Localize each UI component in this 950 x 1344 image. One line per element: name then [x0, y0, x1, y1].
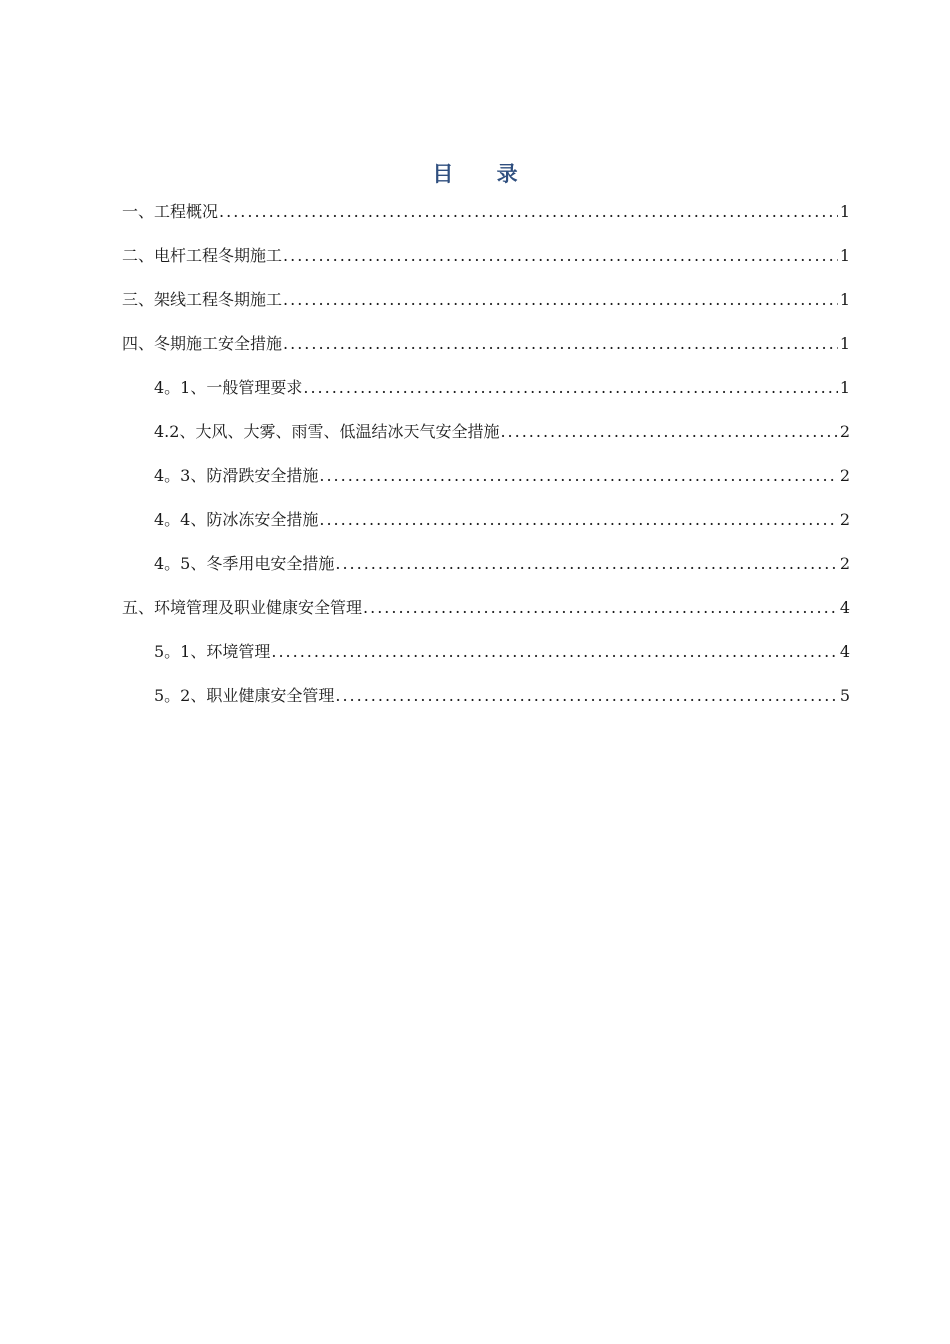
toc-entry-page: 1: [839, 246, 850, 265]
toc-subentry[interactable]: [122, 674, 850, 718]
toc-entry-page: 1: [839, 334, 850, 353]
toc-leader-dots: [499, 420, 837, 444]
toc-subentry[interactable]: [122, 498, 850, 542]
toc-entry-page: 2: [839, 554, 850, 573]
toc-leader-dots: [270, 640, 837, 664]
toc-entry-page: 4: [839, 598, 850, 617]
toc-leader-dots: [318, 464, 837, 488]
toc-entry-page: 1: [839, 290, 850, 309]
toc-entry[interactable]: [122, 586, 850, 630]
toc-leader-dots: [362, 596, 838, 620]
toc-leader-dots: [302, 376, 837, 400]
toc-leader-dots: [282, 332, 838, 356]
toc-entry[interactable]: [122, 278, 850, 322]
toc-leader-dots: [334, 552, 837, 576]
toc-entry-page: 4: [839, 642, 850, 661]
toc-entry-text: 4.2、大风、大雾、雨雪、低温结冰天气安全措施: [154, 420, 499, 444]
toc-entry-text: 4。5、冬季用电安全措施: [154, 552, 334, 576]
toc-leader-dots: [282, 244, 838, 268]
toc-entry-text: 5。2、职业健康安全管理: [154, 684, 334, 708]
toc-leader-dots: [218, 200, 838, 224]
toc-entry-text: 三、架线工程冬期施工: [122, 288, 282, 312]
toc-entry-text: 4。3、防滑跌安全措施: [154, 464, 318, 488]
toc-entry-text: 四、冬期施工安全措施: [122, 332, 282, 356]
toc-entry-page: 2: [839, 510, 850, 529]
toc-entry[interactable]: [122, 234, 850, 278]
toc-entry-text: 4。4、防冰冻安全措施: [154, 508, 318, 532]
toc-entry[interactable]: [122, 190, 850, 234]
toc-subentry[interactable]: [122, 630, 850, 674]
toc-subentry[interactable]: [122, 366, 850, 410]
toc-entry-text: 一、工程概况: [122, 200, 218, 224]
toc-leader-dots: [334, 684, 837, 708]
toc-subentry[interactable]: [122, 410, 850, 454]
toc-entry-text: 二、电杆工程冬期施工: [122, 244, 282, 268]
toc-entry-text: 5。1、环境管理: [154, 640, 270, 664]
toc-subentry[interactable]: [122, 454, 850, 498]
toc-entry[interactable]: [122, 322, 850, 366]
toc-list: [122, 190, 850, 718]
toc-entry-page: 1: [839, 378, 850, 397]
toc-entry-page: 1: [839, 202, 850, 221]
toc-leader-dots: [318, 508, 837, 532]
toc-entry-page: 2: [839, 422, 850, 441]
toc-entry-text: 五、环境管理及职业健康安全管理: [122, 596, 362, 620]
toc-entry-text: 4。1、一般管理要求: [154, 376, 302, 400]
toc-entry-page: 5: [839, 686, 850, 705]
toc-leader-dots: [282, 288, 838, 312]
toc-subentry[interactable]: [122, 542, 850, 586]
toc-title: 目 录: [432, 161, 536, 186]
toc-entry-page: 2: [839, 466, 850, 485]
